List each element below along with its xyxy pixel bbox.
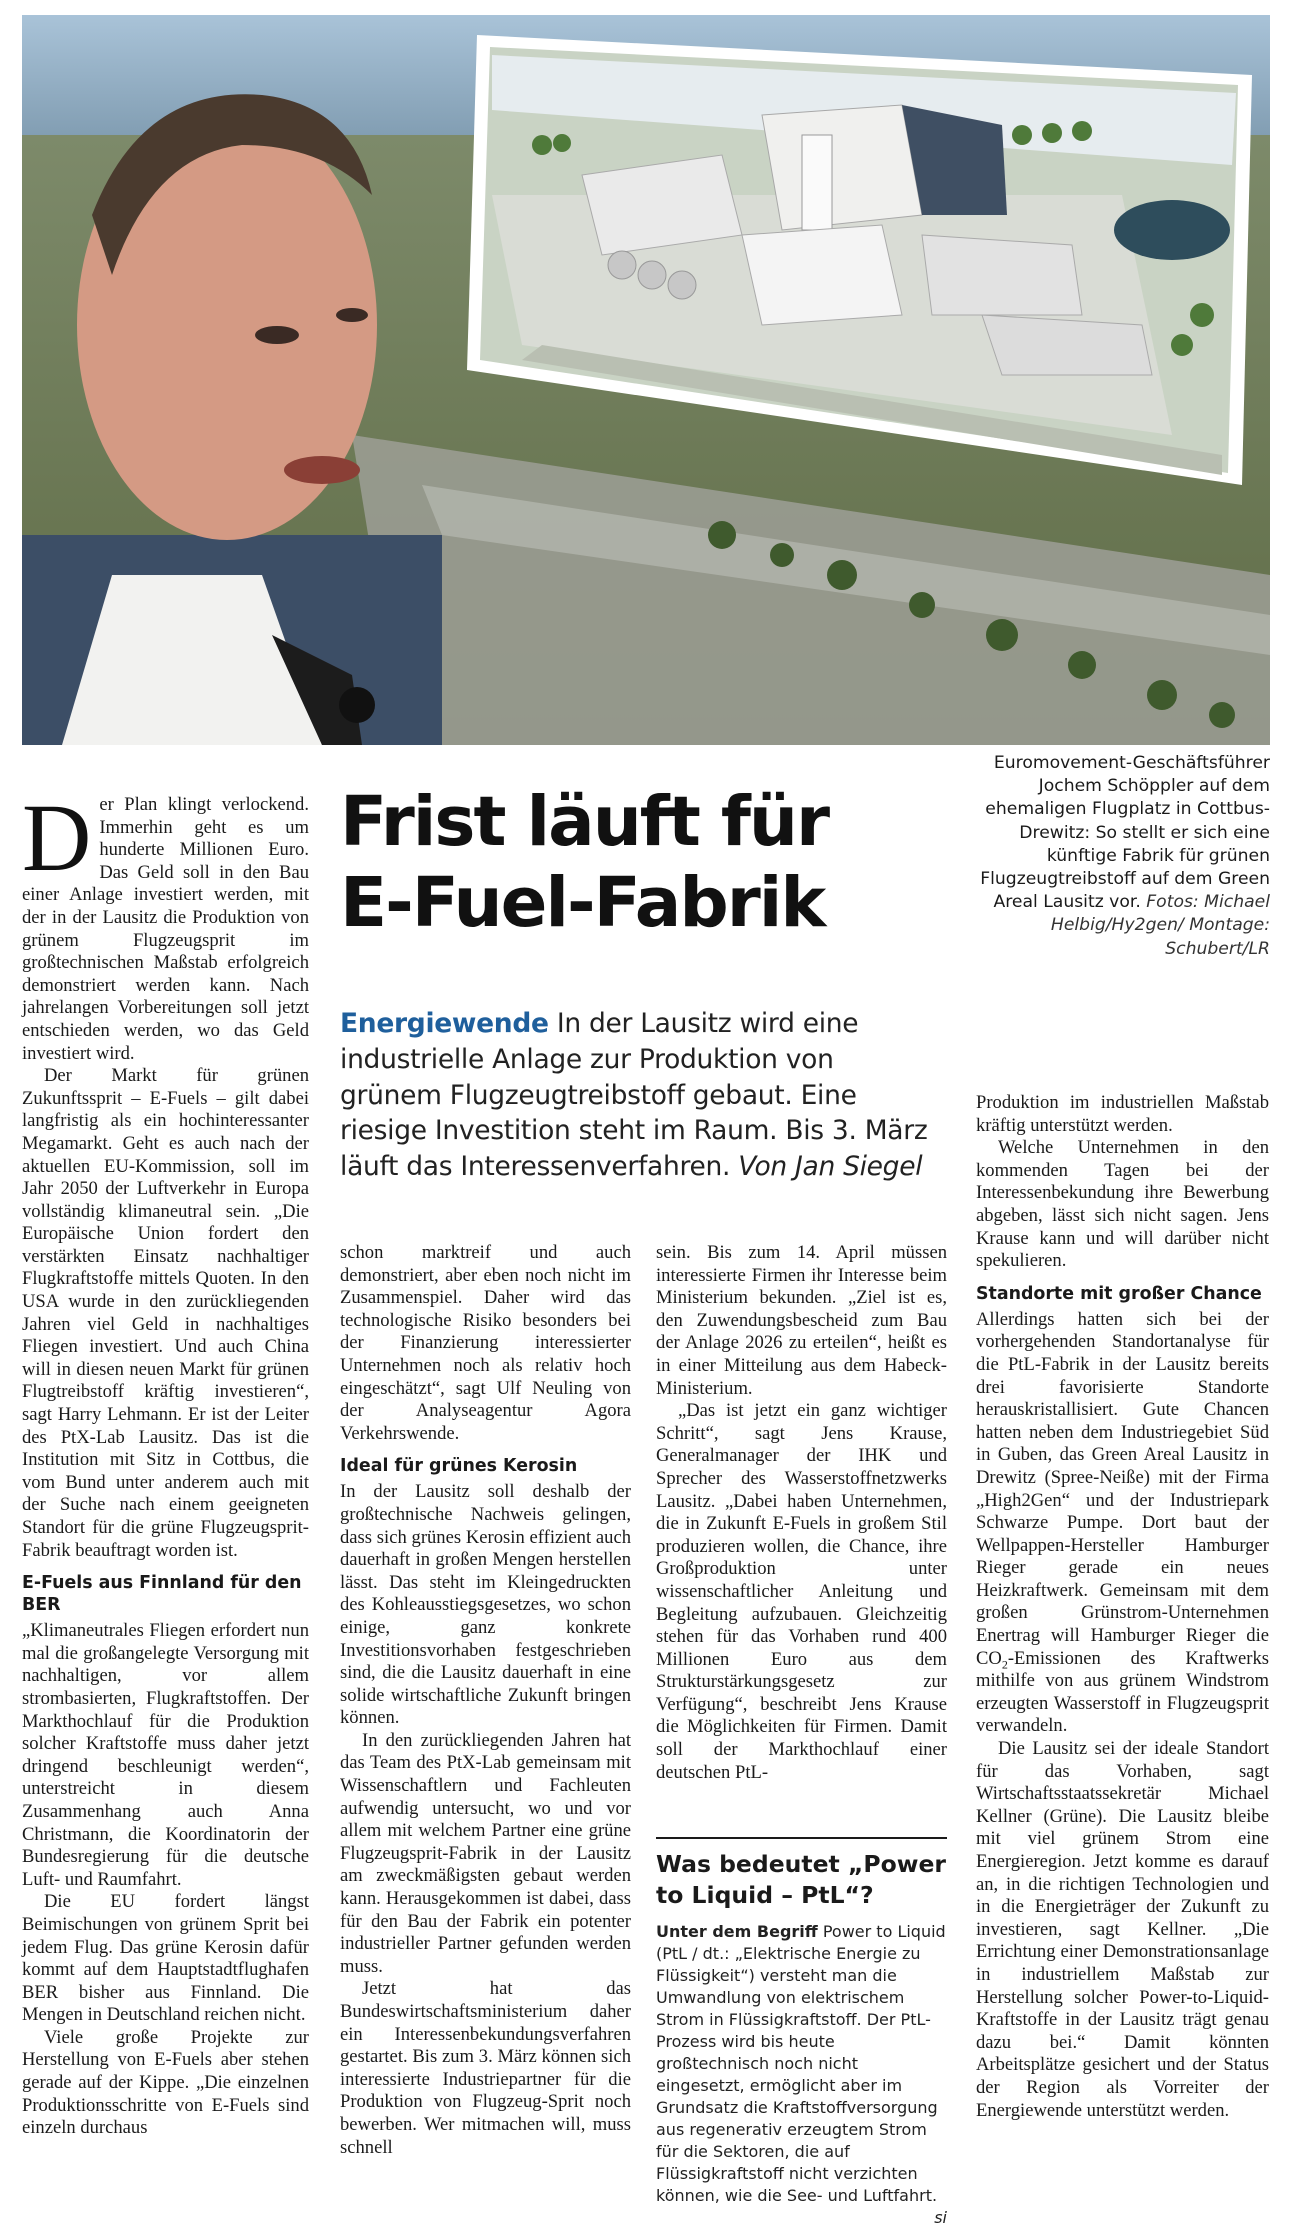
paragraph: schon marktreif und auch demonstriert, aber eben noch nicht im Zusammenspiel. Daher wird das technologische Risiko besonders bei der Finanzierung interessierter Unternehmen noch als relativ hoch eingeschätzt“, sagt Ulf Neuling von der Analyseagentur Agora Verkehrswende.	[340, 1242, 631, 1444]
author-byline: Von Jan Siegel	[738, 1151, 923, 1183]
lead-paragraph	[340, 1006, 940, 1185]
photo-illustration	[22, 15, 1270, 745]
photo-caption	[980, 752, 1270, 961]
info-box-text: Power to Liquid (PtL / dt.: „Elektrische Energie zu Flüssigkeit“) versteht man die Umwandlung von elektrischem Strom in Flüssigkraftstoff. Der PtL-Prozess wird bis heute großtechnisch noch nicht eingesetzt, ermöglicht aber im Grundsatz die Kraftstoffversorgung aus regenerativ erzeugtem Strom für die Sektoren, die auf Flüssigkraftstoff nicht verzichten können, wie die See- und Luftfahrt.	[656, 1922, 946, 2205]
headline-line-1: Frist läuft für	[340, 782, 829, 862]
headline	[340, 782, 920, 944]
kicker: Energiewende	[340, 1008, 549, 1039]
info-box-label: Unter dem Begriff	[656, 1922, 818, 1941]
drop-cap: D	[22, 784, 92, 891]
photo-montage	[22, 15, 1270, 745]
paragraph: In der Lausitz soll deshalb der großtechnische Nachweis gelingen, dass sich grünes Kerosin effizient auch dauerhaft in großen Mengen herstellen lässt. Das steht im Kleingedruckten des Kohleausstiegsgesetzes, wo schon einige, ganz konkrete Investitionsvorhaben festgeschrieben sind, die die Lausitz dauerhaft in eine solide wirtschaftliche Zukunft bringen können.	[340, 1481, 631, 1729]
subheading: E-Fuels aus Finnland für den BER	[22, 1573, 302, 1616]
subheading: Standorte mit großer Chance	[976, 1283, 1262, 1304]
paragraph: Produktion im industriellen Maßstab kräftig unterstützt werden.	[976, 1092, 1269, 1136]
headline-line-2: E-Fuel-Fabrik	[340, 863, 825, 943]
paragraph: Der Markt für grünen Zukunftssprit – E-Fuels – gilt dabei langfristig als ein hochinteressanter Megamarkt. Geht es auch nach der aktuellen EU-Kommission, soll im Jahr 2050 der Luftverkehr in Europa vollständig klimaneutral sein. „Die Europäische Union fordert den verstärkten Einsatz nachhaltiger Flugkraftstoffe mittels Quoten. In den USA wurde in den zurückliegenden Jahren viel Geld in nachhaltiges Fliegen investiert. Und auch China will in diesen neuen Markt für grünen Flugtreibstoff kräftig investieren“, sagt Harry Lehmann. Er ist der Leiter des PtX-Lab Lausitz. Das ist die Institution mit Sitz in Cottbus, die vom Bund unter anderem auch mit der Suche nach einem geeigneten Standort für die grüne Flugzeugsprit-Fabrik beauftragt worden ist.	[22, 1065, 309, 1561]
paragraph: In den zurückliegenden Jahren hat das Team des PtX-Lab gemeinsam mit Wissenschaftlern und Fachleuten aufwendig untersucht, wo und vor allem mit welchem Partner eine grüne Flugzeugsprit-Fabrik in der Lausitz am zweckmäßigsten gebaut werden kann. Herausgekommen ist dabei, dass für den Bau der Fabrik ein potenter industrieller Partner gefunden werden muss.	[340, 1729, 631, 1977]
paragraph: Welche Unternehmen in den kommenden Tagen bei der Interessenbekundung ihre Bewerbung abgeben, lässt sich nicht sagen. Jens Krause kann und will darüber nicht spekulieren.	[976, 1137, 1269, 1272]
paragraph: Der Plan klingt verlockend. Immerhin geht es um hunderte Millionen Euro. Das Geld soll in den Bau einer Anlage investiert werden, mit der in der Lausitz die Produktion von grünem Flugzeugsprit im großtechnischen Maßstab erfolgreich demonstriert werden kann. Nach jahrelangen Vorbereitungen soll jetzt entschieden werden, wo das Geld investiert wird.	[22, 784, 309, 1064]
paragraph: Viele große Projekte zur Herstellung von E-Fuels aber stehen gerade auf der Kippe. „Die einzelnen Produktionsschritte von E-Fuels sind einzeln durchaus	[22, 2026, 309, 2139]
article-column-4	[976, 1092, 1269, 2122]
paragraph: sein. Bis zum 14. April müssen interessierte Firmen ihr Interesse beim Ministerium bekunden. „Ziel ist es, den Zuwendungsbescheid zum Bau der Anlage 2026 zu erteilen“, heißt es in einer Mitteilung aus dem Habeck-Ministerium.	[656, 1242, 947, 1399]
info-box-signature: si	[934, 2208, 947, 2227]
paragraph: Allerdings hatten sich bei der vorhergehenden Standortanalyse für die PtL-Fabrik in der Lausitz bereits drei favorisierte Standorte herauskristallisiert. Gute Chancen hatten neben dem Industriegebiet Süd in Guben, das Green Areal Lausitz in Drewitz (Spree-Neiße) mit der Firma „High2Gen“ und der Industriepark Schwarze Pumpe. Dort baut der Wellpappen-Hersteller Hamburger Rieger gerade ein neues Heizkraftwerk. Gemeinsam mit dem großen Grünstrom-Unternehmen Enertrag will Hamburger Rieger die $CO_2$-Emissionen des Kraftwerks mithilfe von aus grünem Windstrom erzeugten Wasserstoff in Flugzeugsprit verwandeln.	[976, 1308, 1269, 1737]
subheading: Ideal für grünes Kerosin	[340, 1456, 578, 1477]
caption-text: Euromovement-Geschäftsführer Jochem Schöppler auf dem ehemaligen Flugplatz in Cottbus-Drewitz: So stellt er sich eine künftige Fabrik für grünen Flugzeugtreibstoff auf dem Green Areal Lausitz vor.	[980, 753, 1270, 913]
paragraph: Die EU fordert längst Beimischungen von grünem Sprit bei jedem Flug. Das grüne Kerosin dafür kommt auf dem Hauptstadtflughafen BER bisher aus Finnland. Die Mengen in Deutschland reichen nicht.	[22, 1891, 309, 2026]
info-box-body	[656, 1921, 947, 2227]
paragraph: „Das ist jetzt ein ganz wichtiger Schritt“, sagt Jens Krause, Generalmanager der IHK und Sprecher des Wasserstoffnetzwerks Lausitz. „Dabei haben Unternehmen, die in Zukunft E-Fuels in großem Stil produzieren wollen, die Chance, ihre Großproduktion unter wissenschaftlicher Anleitung und Begleitung aufzubauen. Gleichzeitig stehen für das Vorhaben rund 400 Millionen Euro aus dem Strukturstärkungsgesetz zur Verfügung“, beschreibt Jens Krause die Möglichkeiten für Firmen. Damit soll der Markthochlauf einer deutschen PtL-	[656, 1400, 947, 1783]
info-box	[656, 1837, 947, 2229]
info-box-title: Was bedeutet „Power to Liquid – PtL“?	[656, 1850, 946, 1909]
article-column-3	[656, 1242, 947, 1784]
paragraph: Die Lausitz sei der ideale Standort für das Vorhaben, sagt Wirtschaftsstaatssekretär Michael Kellner (Grüne). Die Lausitz bleibe mit viel grünem Strom eine Energieregion. Jetzt komme es darauf an, in die richtigen Technologien und in die Energieträger der Zukunft zu investieren, sagt Kellner. „Die Errichtung einer Demonstrationsanlage in industriellem Maßstab zur Herstellung solcher Power-to-Liquid-Kraftstoffe in der Lausitz trägt genau dazu bei.“ Damit könnten Arbeitsplätze gesichert und der Status der Region als Vorreiter der Energiewende unterstützt werden.	[976, 1738, 1269, 2121]
photo-credit: Fotos: Michael Helbig/Hy2gen/ Montage: Schubert/LR	[1050, 892, 1270, 959]
article-column-2	[340, 1242, 631, 2159]
paragraph: „Klimaneutrales Fliegen erfordert nun mal die großangelegte Versorgung mit nachhaltigen, vor allem strombasierten, Flugkraftstoffen. Der Markthochlauf für die Produktion solcher Kraftstoffe muss daher jetzt dringend beschleunigt werden“, unterstreicht in diesem Zusammenhang auch Anna Christmann, die Koordinatorin der Bundesregierung für die deutsche Luft- und Raumfahrt.	[22, 1620, 309, 1890]
lead-text: In der Lausitz wird eine industrielle Anlage zur Produktion von grünem Flugzeugtreibstoff gebaut. Eine riesige Investition steht im Raum. Bis 3. März läuft das Interessenverfahren.	[340, 1008, 928, 1183]
article-column-1	[22, 784, 309, 2140]
paragraph: Jetzt hat das Bundeswirtschaftsministerium daher ein Interessenbekundungsverfahren gestartet. Bis zum 3. März können sich interessierte Industriepartner für die Produktion von Flugzeug-Sprit noch bewerben. Wer mitmachen will, muss schnell	[340, 1978, 631, 2158]
